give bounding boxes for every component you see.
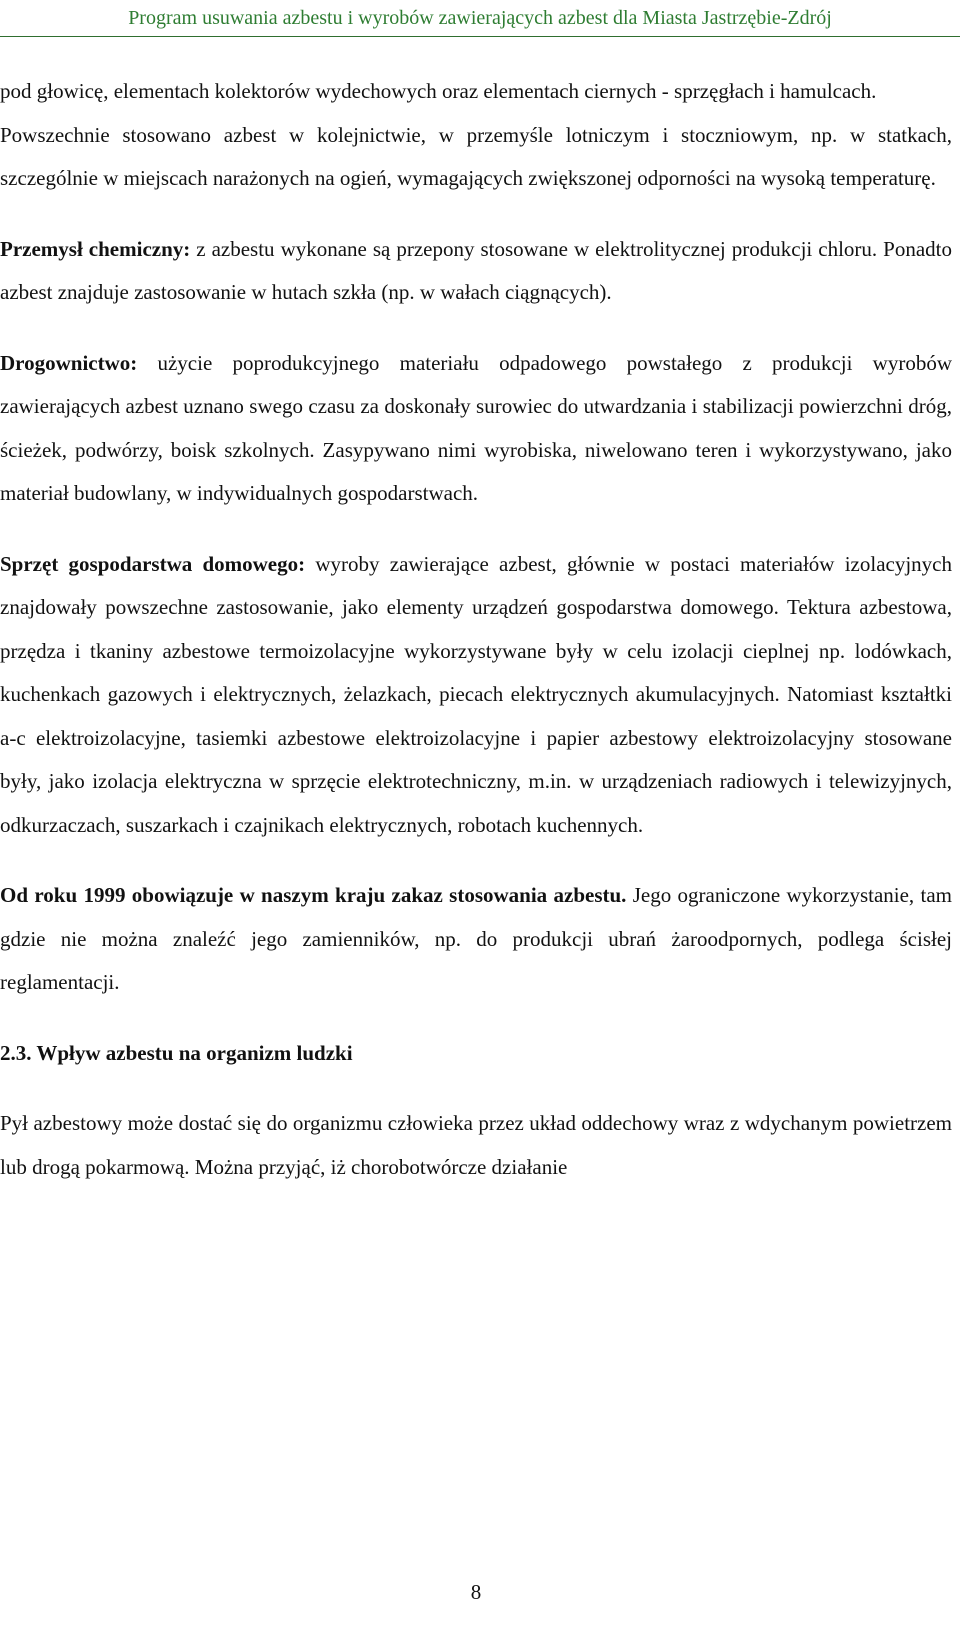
document-title: Program usuwania azbestu i wyrobów zawierających azbest dla Miasta Jastrzębie-Zdrój [128,7,832,29]
paragraph-chemical-industry [0,228,952,315]
paragraph-text: Pył azbestowy może dostać się do organizmu człowieka przez układ oddechowy wraz z wdychanym powietrzem lub drogą pokarmową. Można przyjąć, iż chorobotwórcze działanie [0,1111,952,1179]
paragraph-lead: Sprzęt gospodarstwa domowego: [0,551,306,576]
section-heading: 2.3. Wpływ azbestu na organizm ludzki [0,1040,353,1065]
paragraph-text: Jego ograniczone wykorzystanie, tam gdzie nie można znaleźć jego zamienników, np. do produkcji ubrań żaroodpornych, podlega ścisłej reglamentacji. [0,883,952,994]
paragraph-lead: Drogownictwo: [0,350,138,375]
paragraph-asbestos-ban [0,874,952,1005]
paragraph-brakes [0,70,952,114]
paragraph-text: pod głowicę, elementach kolektorów wydechowych oraz elementach ciernych - sprzęgłach i hamulcach. [0,79,877,103]
paragraph-text: użycie poprodukcyjnego materiału odpadowego powstałego z produkcji wyrobów zawierających azbest uznano swego czasu za doskonały surowiec do utwardzania i stabilizacji powierzchni dróg, ścieżek, podwórzy, boisk szkolnych. Zasypywano nimi wyrobiska, niwelowano teren i wykorzystywano, jako materiał budowlany, w indywidualnych gospodarstwach. [0,350,952,505]
paragraph-text: wyroby zawierające azbest, głównie w postaci materiałów izolacyjnych znajdowały powszechne zastosowanie, jako elementy urządzeń gospodarstwa domowego. Tektura azbestowa, przędza i tkaniny azbestowe termoizolacyjne wykorzystywane były w celu izolacji cieplnej np. lodówkach, kuchenkach gazowych i elektrycznych, żelazkach, piecach elektrycznych akumulacyjnych. Natomiast kształtki a-c elektroizolacyjne, tasiemki azbestowe elektroizolacyjne i papier azbestowy elektroizolacyjny stosowane były, jako izolacja elektryczna w sprzęcie elektrotechniczny, m.in. w urządzeniach radiowych i telewizyjnych, odkurzaczach, suszarkach i czajnikach elektrycznych, robotach kuchennych. [0,551,952,837]
paragraph-railway-aviation [0,114,952,201]
document-body [0,70,952,1189]
page-number: 8 [470,1580,482,1604]
paragraph-road-construction [0,342,952,516]
paragraph-lead: Przemysł chemiczny: [0,236,191,261]
paragraph-health-impact [0,1102,952,1189]
paragraph-household-equipment [0,543,952,848]
paragraph-lead: Od roku 1999 obowiązuje w naszym kraju zakaz stosowania azbestu. [0,883,627,907]
paragraph-text: z azbestu wykonane są przepony stosowane w elektrolitycznej produkcji chloru. Ponadto azbest znajduje zastosowanie w hutach szkła (np. w wałach ciągnących). [0,236,952,304]
paragraph-text: Powszechnie stosowano azbest w kolejnictwie, w przemyśle lotniczym i stoczniowym, np. w statkach, szczególnie w miejscach narażonych na ogień, wymagających zwiększonej odporności na wysoką temperaturę. [0,122,952,190]
page-header [0,0,960,37]
